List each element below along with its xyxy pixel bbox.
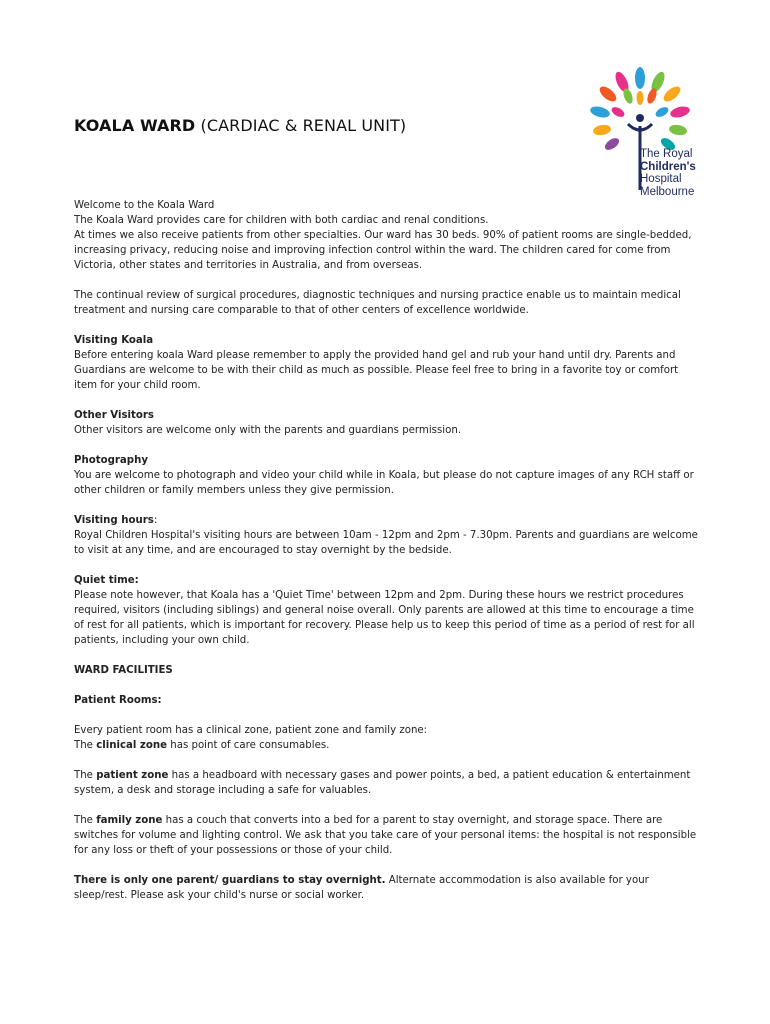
patient-zone-post: has a headboard with necessary gases and power points, a bed, a patient education & entertainment system, a desk and storage including a safe for valuables.	[74, 770, 691, 796]
document-body	[74, 198, 699, 918]
visiting-hours-section	[74, 513, 699, 558]
photography-text: You are welcome to photograph and video your child while in Koala, but please do not capture images of any RCH staff or other children or family members unless they give permission.	[74, 470, 694, 496]
logo-line-4: Melbourne	[640, 185, 695, 198]
logo-line-2: Children's	[640, 160, 696, 173]
patient-zone-pre: The	[74, 770, 97, 781]
page-title	[74, 116, 406, 135]
zones-intro-section	[74, 723, 699, 753]
visiting-hours-heading-line	[74, 513, 699, 528]
title-bold: KOALA WARD	[74, 116, 196, 135]
patient-rooms-heading: Patient Rooms:	[74, 695, 162, 706]
quiet-time-heading: Quiet time:	[74, 575, 139, 586]
visiting-koala-heading: Visiting Koala	[74, 335, 154, 346]
logo-line-1: The Royal	[640, 148, 693, 160]
clinical-zone-pre: The	[74, 740, 97, 751]
visiting-koala-text: Before entering koala Ward please remember to apply the provided hand gel and rub your hand until dry. Parents and Guardians are welcome to be with their child as much as possible. Please feel free to bring in a favorite toy or comfort item for your child room.	[74, 350, 679, 391]
visiting-koala-section	[74, 333, 699, 393]
visiting-hours-text: Royal Children Hospital's visiting hours are between 10am - 12pm and 2pm - 7.30pm. Parents and guardians are welcome to visit at any time, and are encouraged to stay overnight by the bedside.	[74, 530, 698, 556]
intro-paragraph	[74, 198, 699, 273]
clinical-zone-term: clinical zone	[96, 740, 167, 751]
title-rest: (CARDIAC & RENAL UNIT)	[195, 116, 407, 135]
other-visitors-text: Other visitors are welcome only with the parents and guardians permission.	[74, 425, 462, 436]
family-zone-pre: The	[74, 815, 97, 826]
welcome-line: Welcome to the Koala Ward	[74, 200, 215, 211]
patient-zone-paragraph	[74, 768, 699, 798]
visiting-hours-colon: :	[153, 515, 158, 526]
clinical-zone-post: has point of care consumables.	[167, 740, 330, 751]
photography-section	[74, 453, 699, 498]
family-zone-post: has a couch that converts into a bed for a parent to stay overnight, and storage space. There are switches for volume and lighting control. We ask that you take care of your personal items: the hospital is not responsible for any loss or theft of your possessions or those of your child.	[74, 815, 697, 856]
clinical-zone-line	[74, 738, 699, 753]
zones-intro-text: Every patient room has a clinical zone, patient zone and family zone:	[74, 725, 428, 736]
photography-heading: Photography	[74, 455, 148, 466]
overnight-paragraph	[74, 873, 699, 903]
overnight-bold: There is only one parent/ guardians to stay overnight.	[74, 875, 386, 886]
intro-line-3: At times we also receive patients from other specialties. Our ward has 30 beds. 90% of patient rooms are single-bedded, increasing privacy, reducing noise and improving infection control within the ward. The children cared for come from Victoria, other states and territories in Australia, and from overseas.	[74, 230, 692, 271]
family-zone-paragraph	[74, 813, 699, 858]
visiting-hours-heading: Visiting hours	[74, 515, 154, 526]
logo-line-3: Hospital	[640, 173, 682, 185]
patient-zone-term: patient zone	[96, 770, 169, 781]
other-visitors-section	[74, 408, 699, 438]
ward-facilities-heading: WARD FACILITIES	[74, 665, 173, 676]
review-paragraph: The continual review of surgical procedures, diagnostic techniques and nursing practice enable us to maintain medical treatment and nursing care comparable to that of other centers of excellence worldwide.	[74, 290, 681, 316]
family-zone-term: family zone	[96, 815, 163, 826]
quiet-time-text: Please note however, that Koala has a 'Quiet Time' between 12pm and 2pm. During these hours we restrict procedures required, visitors (including siblings) and general noise overall. Only parents are allowed at this time to encourage a time of rest for all patients, which is important for recovery. Please help us to keep this period of time as a period of rest for all patients, including your own child.	[74, 590, 695, 646]
logo-wordmark	[640, 148, 696, 198]
intro-line-2: The Koala Ward provides care for children with both cardiac and renal conditions.	[74, 215, 489, 226]
other-visitors-heading: Other Visitors	[74, 410, 154, 421]
quiet-time-section	[74, 573, 699, 648]
overnight-post: Alternate accommodation is also available for your sleep/rest. Please ask your child's nurse or social worker.	[74, 875, 649, 901]
